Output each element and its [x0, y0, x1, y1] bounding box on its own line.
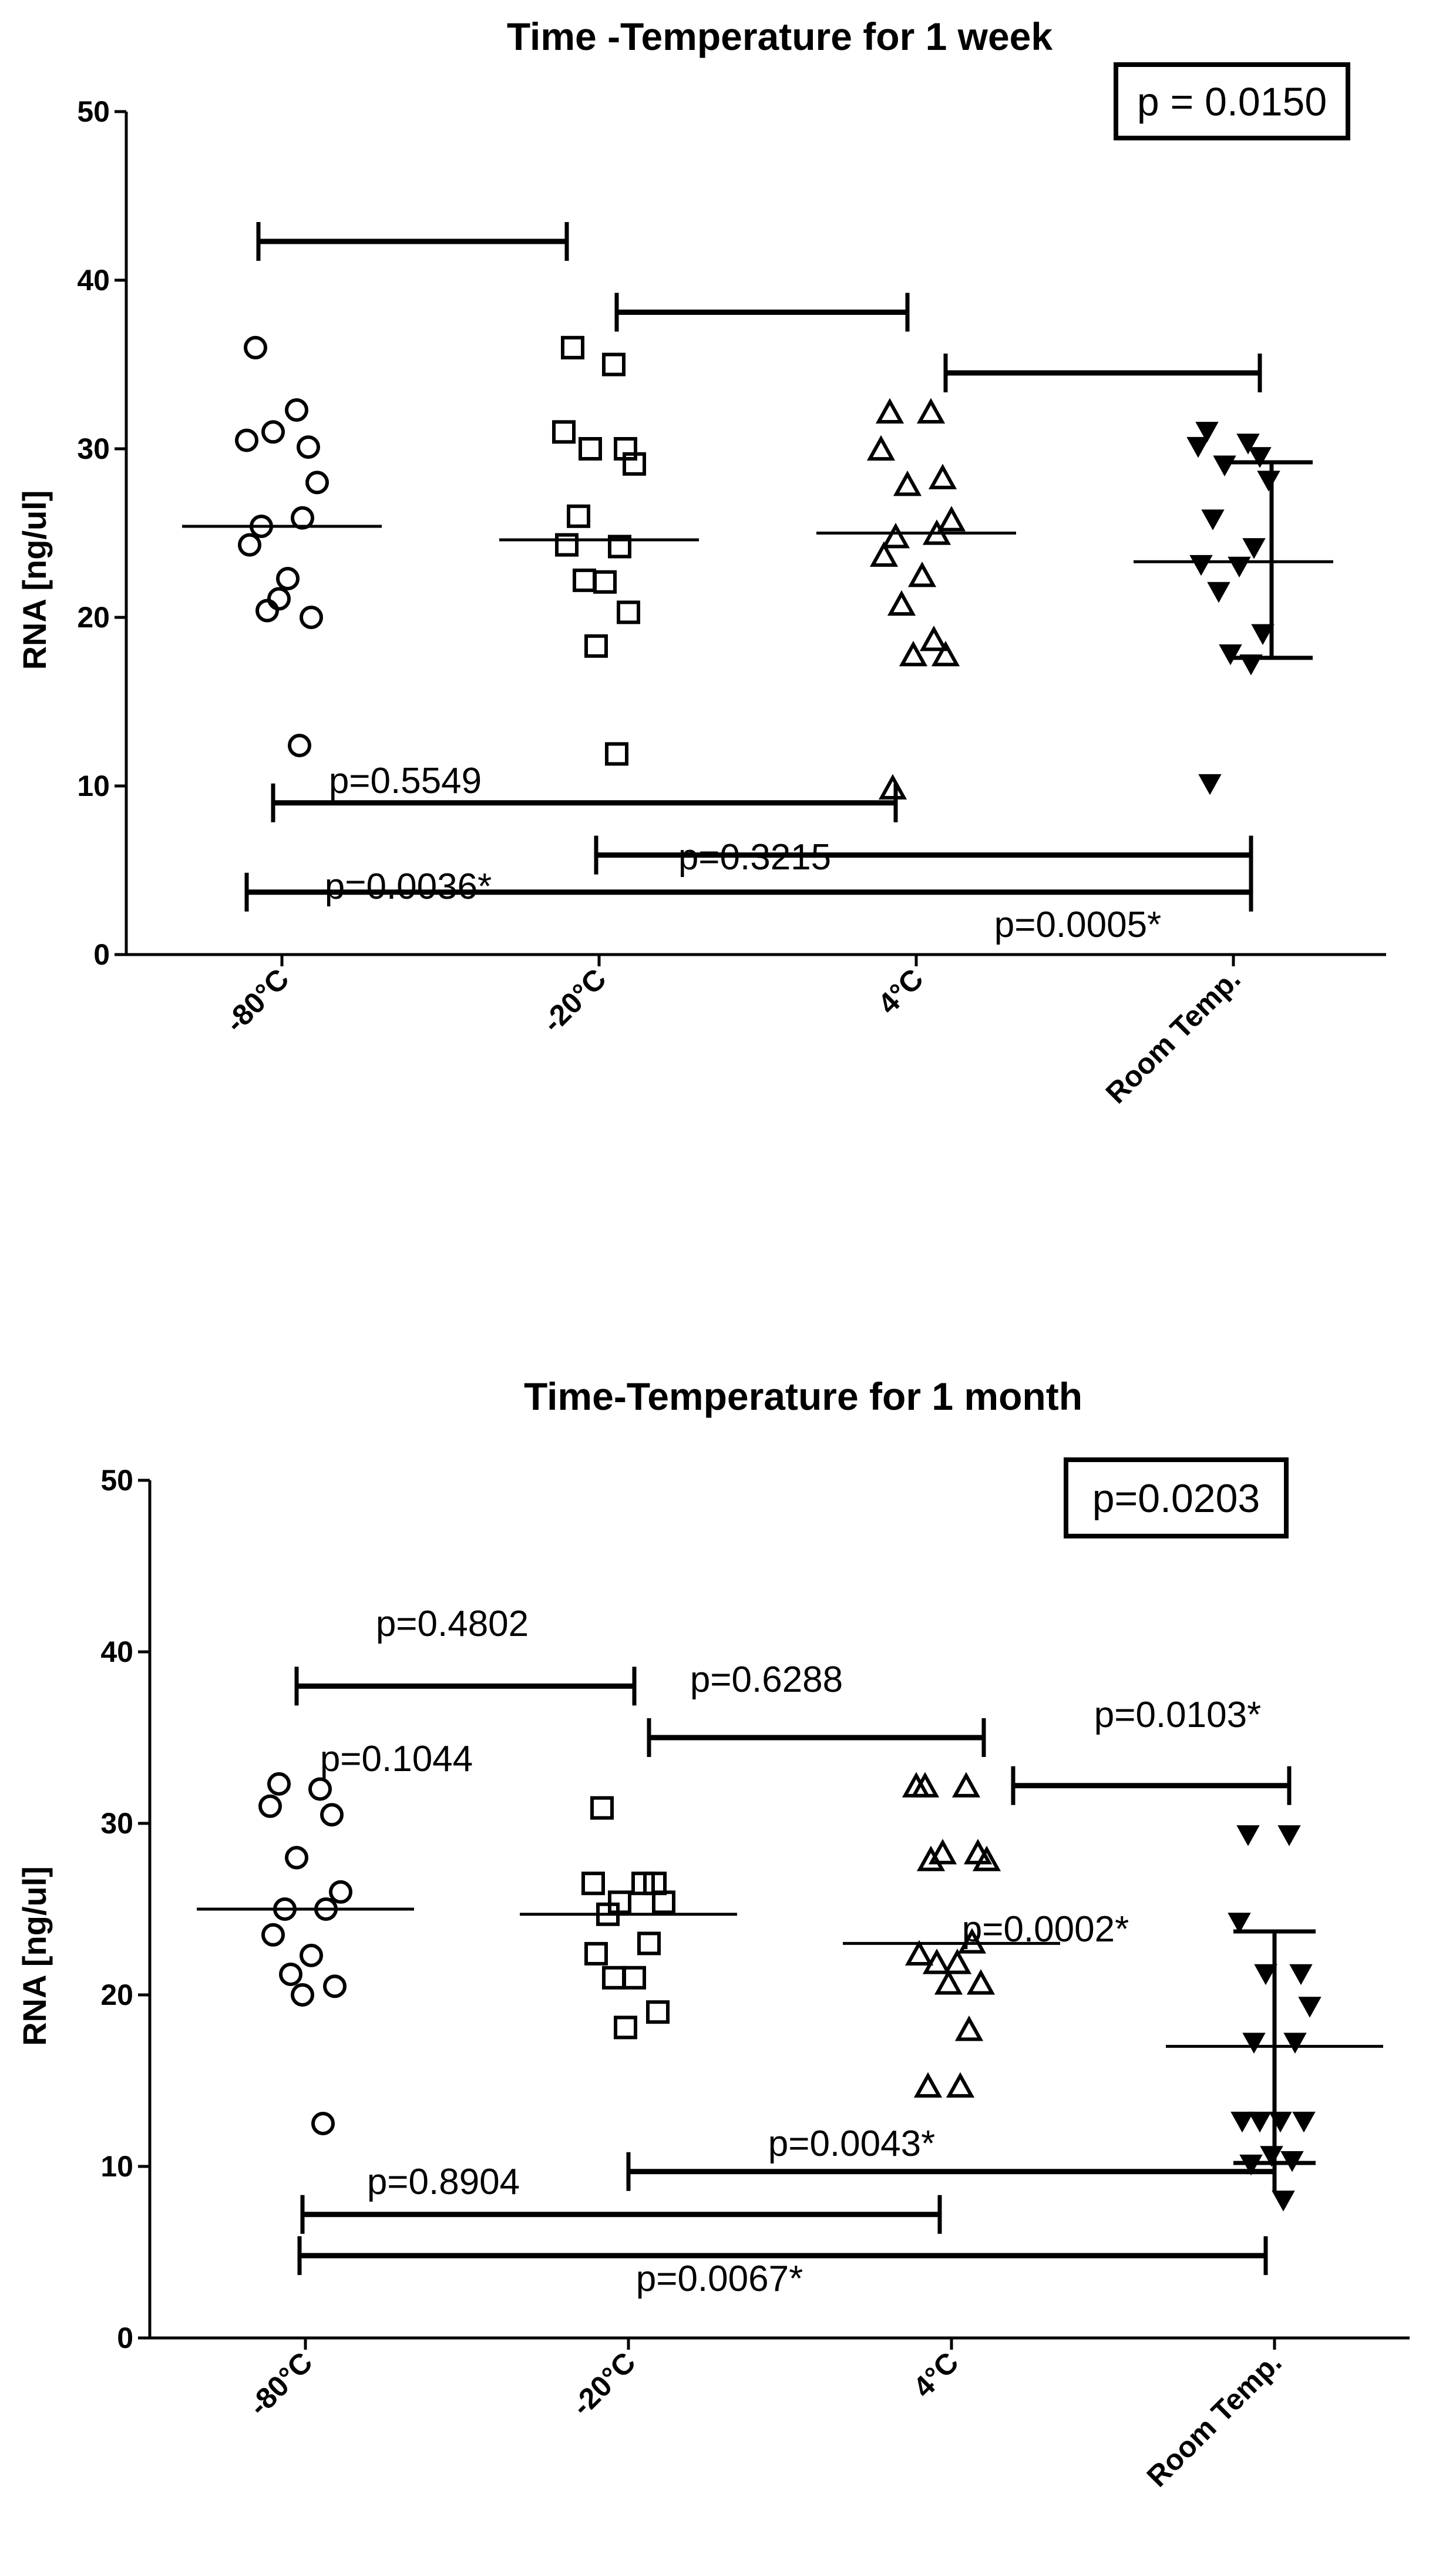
y-tick-label: 10	[77, 770, 110, 802]
chart-title: Time-Temperature for 1 month	[523, 1375, 1083, 1418]
comparison-p-label: p=0.0103*	[1094, 1695, 1262, 1735]
data-point	[958, 2019, 980, 2039]
data-point	[298, 437, 318, 457]
data-point	[580, 439, 600, 459]
data-point	[604, 1968, 624, 1988]
data-point	[1293, 2112, 1314, 2131]
data-point	[1243, 2034, 1265, 2052]
data-point	[1220, 645, 1241, 664]
data-point	[654, 1892, 674, 1912]
data-point	[1279, 1826, 1300, 1845]
overall-p-value: p=0.0203	[1092, 1476, 1260, 1521]
data-point	[554, 422, 574, 442]
comparison-p-label: p=0.1044	[320, 1739, 473, 1779]
y-tick-label: 50	[100, 1464, 133, 1497]
data-point	[604, 355, 624, 375]
y-tick-label: 40	[77, 264, 110, 297]
data-point	[1229, 557, 1250, 576]
data-point	[1299, 1997, 1320, 2016]
data-point	[287, 1847, 307, 1867]
data-point	[246, 338, 265, 358]
y-axis-label: RNA [ng/ul]	[16, 1866, 53, 2046]
x-category-label: -20°C	[536, 962, 613, 1039]
data-point	[949, 2076, 971, 2096]
chart-panel-2	[16, 1375, 1410, 2493]
comparison-p-label: p=0.0002*	[961, 1909, 1129, 1950]
data-point	[607, 744, 627, 764]
data-point	[263, 1925, 283, 1945]
data-point	[955, 1776, 977, 1796]
data-point	[890, 594, 913, 614]
comparison-p-label: p=0.6288	[690, 1659, 843, 1700]
data-point	[586, 1944, 606, 1964]
y-tick-label: 20	[77, 601, 110, 634]
data-point	[896, 474, 919, 494]
data-point	[885, 526, 907, 546]
data-point	[1191, 556, 1212, 574]
comparison-p-label: p=0.4802	[375, 1604, 529, 1644]
data-point	[269, 1774, 289, 1794]
x-category-label: 4°C	[871, 962, 930, 1021]
data-point	[569, 506, 589, 526]
data-point	[879, 402, 901, 422]
data-point	[908, 1944, 930, 1964]
data-point	[940, 509, 963, 529]
data-point	[920, 402, 942, 422]
x-category-label: 4°C	[906, 2346, 965, 2404]
data-point	[325, 1976, 345, 1996]
data-point	[563, 338, 583, 358]
x-category-label: -80°C	[242, 2346, 319, 2423]
data-point	[911, 565, 933, 585]
y-tick-label: 50	[77, 95, 110, 128]
data-point	[1273, 2191, 1294, 2210]
comparison-p-label: p=0.8904	[366, 2162, 520, 2202]
data-point	[313, 2114, 333, 2134]
data-point	[1202, 510, 1223, 529]
data-point	[902, 644, 924, 664]
data-point	[1188, 438, 1209, 456]
y-tick-label: 30	[77, 432, 110, 465]
data-point	[1243, 539, 1265, 557]
data-point	[586, 636, 606, 656]
data-point	[616, 2017, 635, 2037]
comparison-p-label: p=0.3215	[678, 837, 832, 878]
data-point	[257, 601, 277, 621]
data-point	[639, 1933, 659, 1953]
data-point	[301, 607, 321, 627]
data-point	[870, 439, 892, 459]
y-tick-label: 20	[100, 1978, 133, 2011]
data-point	[557, 535, 577, 555]
data-point	[618, 602, 638, 622]
data-point	[946, 1952, 969, 1972]
data-point	[331, 1882, 351, 1902]
data-point	[240, 535, 260, 555]
data-point	[287, 400, 307, 420]
data-point	[292, 1985, 312, 2005]
x-category-label: Room Temp.	[1140, 2346, 1288, 2494]
data-point	[301, 1946, 321, 1966]
data-point	[882, 778, 904, 798]
y-tick-label: 0	[93, 938, 110, 971]
data-point	[574, 570, 594, 590]
data-point	[307, 472, 327, 492]
data-point	[322, 1805, 342, 1825]
data-point	[1258, 471, 1279, 490]
data-point	[1249, 2112, 1270, 2131]
x-category-label: -20°C	[565, 2346, 642, 2423]
data-point	[648, 2002, 668, 2022]
comparison-p-label: p=0.0005*	[994, 905, 1162, 945]
comparison-p-label: p=0.5549	[328, 761, 482, 801]
data-point	[595, 572, 615, 592]
data-point	[260, 1796, 280, 1816]
data-point	[624, 1968, 644, 1988]
data-point	[1208, 583, 1229, 602]
data-point	[1199, 775, 1220, 794]
data-point	[1214, 456, 1235, 475]
comparison-p-label: p=0.0036*	[324, 866, 492, 907]
data-point	[1284, 2034, 1306, 2052]
data-point	[278, 569, 298, 589]
data-point	[263, 422, 283, 442]
x-category-label: -80°C	[218, 962, 295, 1039]
data-point	[592, 1798, 612, 1818]
x-category-label: Room Temp.	[1099, 962, 1247, 1110]
y-tick-label: 40	[100, 1635, 133, 1668]
y-tick-label: 30	[100, 1807, 133, 1840]
chart-title: Time -Temperature for 1 week	[506, 15, 1053, 58]
data-point	[310, 1779, 330, 1799]
data-point	[281, 1964, 301, 1984]
data-point	[937, 1973, 960, 1993]
y-axis-label: RNA [ng/ul]	[16, 490, 53, 670]
comparison-p-label: p=0.0067*	[635, 2259, 803, 2299]
data-point	[1238, 1826, 1259, 1845]
comparison-p-label: p=0.0043*	[768, 2124, 936, 2164]
data-point	[923, 629, 945, 649]
y-tick-label: 0	[117, 2321, 133, 2354]
data-point	[269, 589, 289, 609]
data-point	[970, 1973, 992, 1993]
y-tick-label: 10	[100, 2150, 133, 2183]
data-point	[932, 468, 954, 488]
data-point	[290, 735, 310, 755]
data-point	[583, 1873, 603, 1893]
data-point	[237, 431, 257, 451]
data-point	[1290, 1965, 1312, 1984]
data-point	[1232, 2112, 1253, 2131]
data-point	[917, 2076, 939, 2096]
overall-p-value: p = 0.0150	[1136, 79, 1327, 125]
